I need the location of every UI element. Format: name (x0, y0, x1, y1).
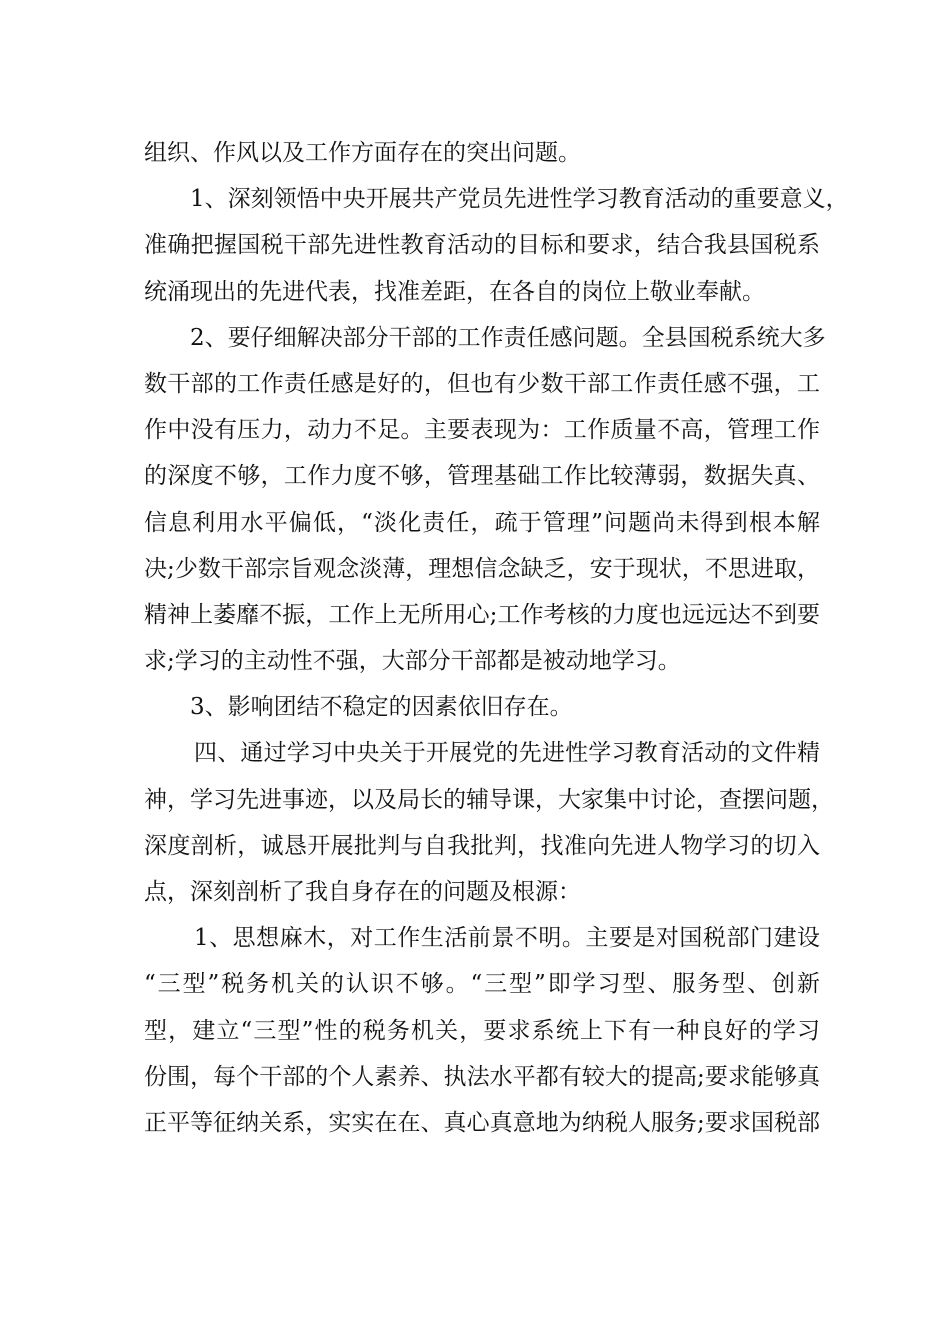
text-line-6: 数干部的工作责任感是好的，但也有少数干部工作责任感不强，工 (144, 370, 820, 397)
text-line-1: 组织、作风以及工作方面存在的突出问题。 (144, 140, 581, 166)
text-line-15: 神，学习先进事迹，以及局长的辅导课，大家集中讨论，查摆问题， (144, 786, 834, 813)
text-line-19: “三型”税务机关的认识不够。“三型”即学习型、服务型、创新 (144, 971, 820, 998)
text-line-18: 1、思想麻木，对工作生活前景不明。主要是对国税部门建设 (194, 925, 820, 952)
text-line-13: 3、影响团结不稳定的因素依旧存在。 (190, 694, 573, 721)
text-line-12: 求;学习的主动性不强，大部分干部都是被动地学习。 (144, 648, 681, 675)
text-line-14: 四、通过学习中央关于开展党的先进性学习教育活动的文件精 (194, 740, 820, 767)
text-line-5: 2、要仔细解决部分干部的工作责任感问题。全县国税系统大多 (190, 324, 826, 351)
text-line-21: 份围，每个干部的个人素养、执法水平都有较大的提高;要求能够真 (144, 1063, 820, 1090)
text-line-9: 信息利用水平偏低，“淡化责任，疏于管理”问题尚未得到根本解 (144, 509, 820, 536)
text-line-7: 作中没有压力，动力不足。主要表现为：工作质量不高，管理工作 (144, 417, 820, 444)
text-line-4: 统涌现出的先进代表，找准差距，在各自的岗位上敬业奉献。 (144, 278, 765, 305)
text-line-20: 型，建立“三型”性的税务机关，要求系统上下有一种良好的学习 (144, 1017, 820, 1044)
text-line-2: 1、深刻领悟中央开展共产党员先进性学习教育活动的重要意义， (190, 186, 849, 213)
text-line-17: 点，深刻剖析了我自身存在的问题及根源： (144, 879, 581, 905)
text-line-8: 的深度不够，工作力度不够，管理基础工作比较薄弱，数据失真、 (144, 463, 820, 490)
text-line-10: 决;少数干部宗旨观念淡薄，理想信念缺乏，安于现状，不思进取， (144, 555, 820, 582)
text-line-16: 深度剖析，诚恳开展批判与自我批判，找准向先进人物学习的切入 (144, 832, 820, 859)
text-line-3: 准确把握国税干部先进性教育活动的目标和要求，结合我县国税系 (144, 232, 820, 259)
text-line-22: 正平等征纳关系，实实在在、真心真意地为纳税人服务;要求国税部 (144, 1109, 820, 1136)
text-line-11: 精神上萎靡不振，工作上无所用心;工作考核的力度也远远达不到要 (144, 601, 820, 628)
document-body (144, 130, 849, 1146)
